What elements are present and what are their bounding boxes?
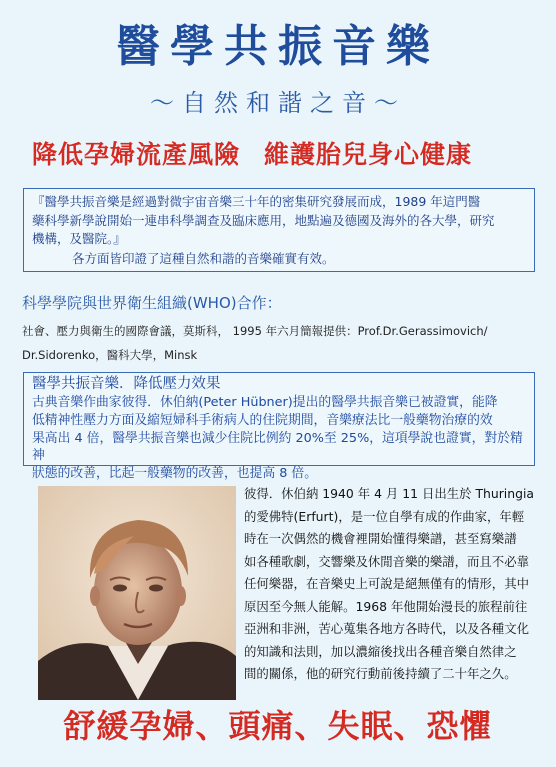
page-title: 醫學共振音樂 <box>116 21 440 72</box>
biography <box>244 483 535 686</box>
effect-text <box>32 394 528 483</box>
bio-line: 亞洲和非洲，苦心蒐集各地方各時代，以及各種文化 <box>244 621 529 636</box>
quote-line: 機構，及醫院。』 <box>32 231 126 246</box>
effect-line: 古典音樂作曲家彼得．休伯納(Peter Hübner)提出的醫學共振音樂已被證實，能降 <box>32 395 498 410</box>
page-subtitle: ～自然和諧之音～ <box>150 89 406 117</box>
bio-line: 任何樂器，在音樂史上可說是絕無僅有的情形，其中 <box>244 576 529 591</box>
quote-text <box>32 193 528 249</box>
cooperation-line: 社會、壓力與衛生的國際會議，莫斯科， 1995 年六月簡報提供：Prof.Dr.Gerassimovich/ <box>22 324 488 338</box>
tagline-right: 維護胎兒身心健康 <box>264 140 473 169</box>
cooperation-heading: 科學學院與世界衛生組織(WHO)合作： <box>22 294 282 312</box>
bio-line: 間的關係，他的研究行動前後持續了二十年之久。 <box>244 666 517 681</box>
quote-line: 藥科學新學說開始一連串科學調查及臨床應用，地點遍及德國及海外的各大學，研究 <box>32 212 495 228</box>
bio-line: 的知識和法則，加以濃縮後找出各種音樂自然律之 <box>244 643 517 659</box>
effect-line: 果高出 4 倍，醫學共振音樂也減少住院比例約 20%至 25%，這項學說也證實，對於精神 <box>32 430 523 464</box>
footer-slogan: 舒緩孕婦、頭痛、失眠、恐懼 <box>63 707 493 745</box>
quote-line: 『醫學共振音樂是經過對微宇宙音樂三十年的密集研究發展而成，1989 年這門醫 <box>32 194 481 209</box>
portrait-image <box>38 486 236 700</box>
tagline <box>32 138 532 172</box>
tagline-left: 降低孕婦流產風險 <box>32 140 241 169</box>
effect-box <box>23 372 535 482</box>
effect-title: 醫學共振音樂．降低壓力效果 <box>32 376 221 392</box>
quote-box <box>23 188 535 272</box>
quote-conclusion: 各方面皆印證了這種自然和諧的音樂確實有效。 <box>72 251 335 266</box>
effect-line: 狀態的改善，比起一般藥物的改善，也提高 8 倍。 <box>32 466 318 482</box>
bio-line: 如各種歌劇，交響樂及休閒音樂的樂譜，而且不必靠 <box>244 553 529 569</box>
bio-line: 的愛佛特(Erfurt)，是一位自學有成的作曲家，年輕 <box>244 508 525 524</box>
effect-line: 低精神性壓力方面及縮短婦科手術病人的住院期間，音樂療法比一般藥物治療的效 <box>32 412 493 428</box>
bio-line: 時在一次偶然的機會裡開始懂得樂譜，甚至寫樂譜 <box>244 531 517 546</box>
bio-line: 原因至今無人能解。1968 年他開始漫長的旅程前往 <box>244 598 528 614</box>
bio-line: 彼得．休伯納 1940 年 4 月 11 日出生於 Thuringia <box>244 486 535 501</box>
cooperation-line: Dr.Sidorenko，醫科大學，Minsk <box>22 348 198 362</box>
portrait-photo <box>38 486 236 700</box>
